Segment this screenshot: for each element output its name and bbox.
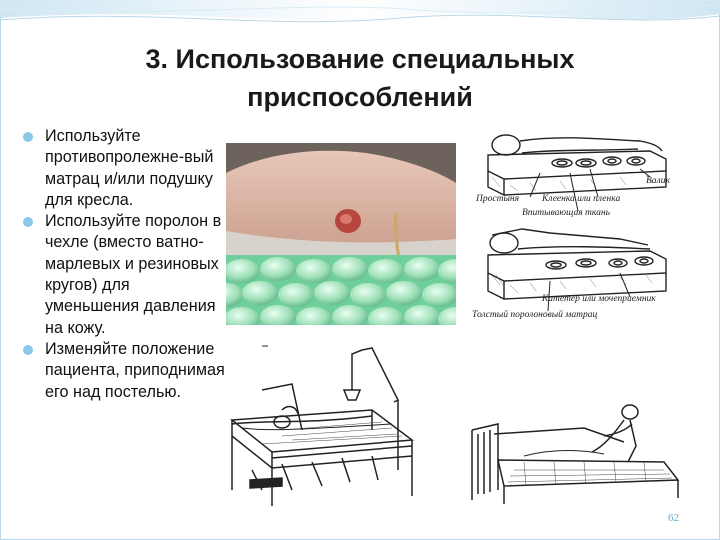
bullet-dot-icon	[23, 217, 33, 227]
bullet-text: Используйте противопролежне-вый матрац и/или подушку для кресла.	[45, 127, 214, 209]
mattress-diagram	[470, 125, 692, 325]
label-kleenka: Клеенка или пленка	[542, 194, 621, 204]
bullet-dot-icon	[23, 132, 33, 142]
bullet-list	[18, 126, 228, 403]
bed-lift-illustration	[222, 340, 422, 510]
bullet-text: Используйте поролон в чехле (вместо ватно-марлевых и резиновых кругов) для уменьшения давления на кожу.	[45, 212, 222, 337]
bullet-item	[18, 126, 228, 211]
label-vpityvayushchaya: Впитывающая ткань	[522, 208, 610, 218]
title-line-2: приспособлений	[247, 82, 473, 112]
title-line-1: 3. Использование специальных	[145, 44, 575, 74]
bullet-text: Изменяйте положение пациента, приподнимая его над постелью.	[45, 339, 225, 401]
label-valik: Валик	[646, 176, 670, 186]
patient-lift-illustration	[464, 390, 686, 510]
air-mattress-cells	[226, 255, 456, 325]
decorative-header-wave	[0, 0, 720, 40]
bullet-item	[18, 339, 228, 403]
bullet-item	[18, 211, 228, 339]
label-prostynya: Простыня	[476, 194, 520, 204]
bullet-dot-icon	[23, 345, 33, 355]
mattress-photo	[226, 143, 456, 325]
page-number: 62	[668, 512, 679, 524]
slide-title	[90, 40, 630, 116]
label-kateter: Катетер или мочеприемник	[542, 294, 656, 304]
label-matras: Толстый поролоновый матрац	[472, 310, 598, 320]
